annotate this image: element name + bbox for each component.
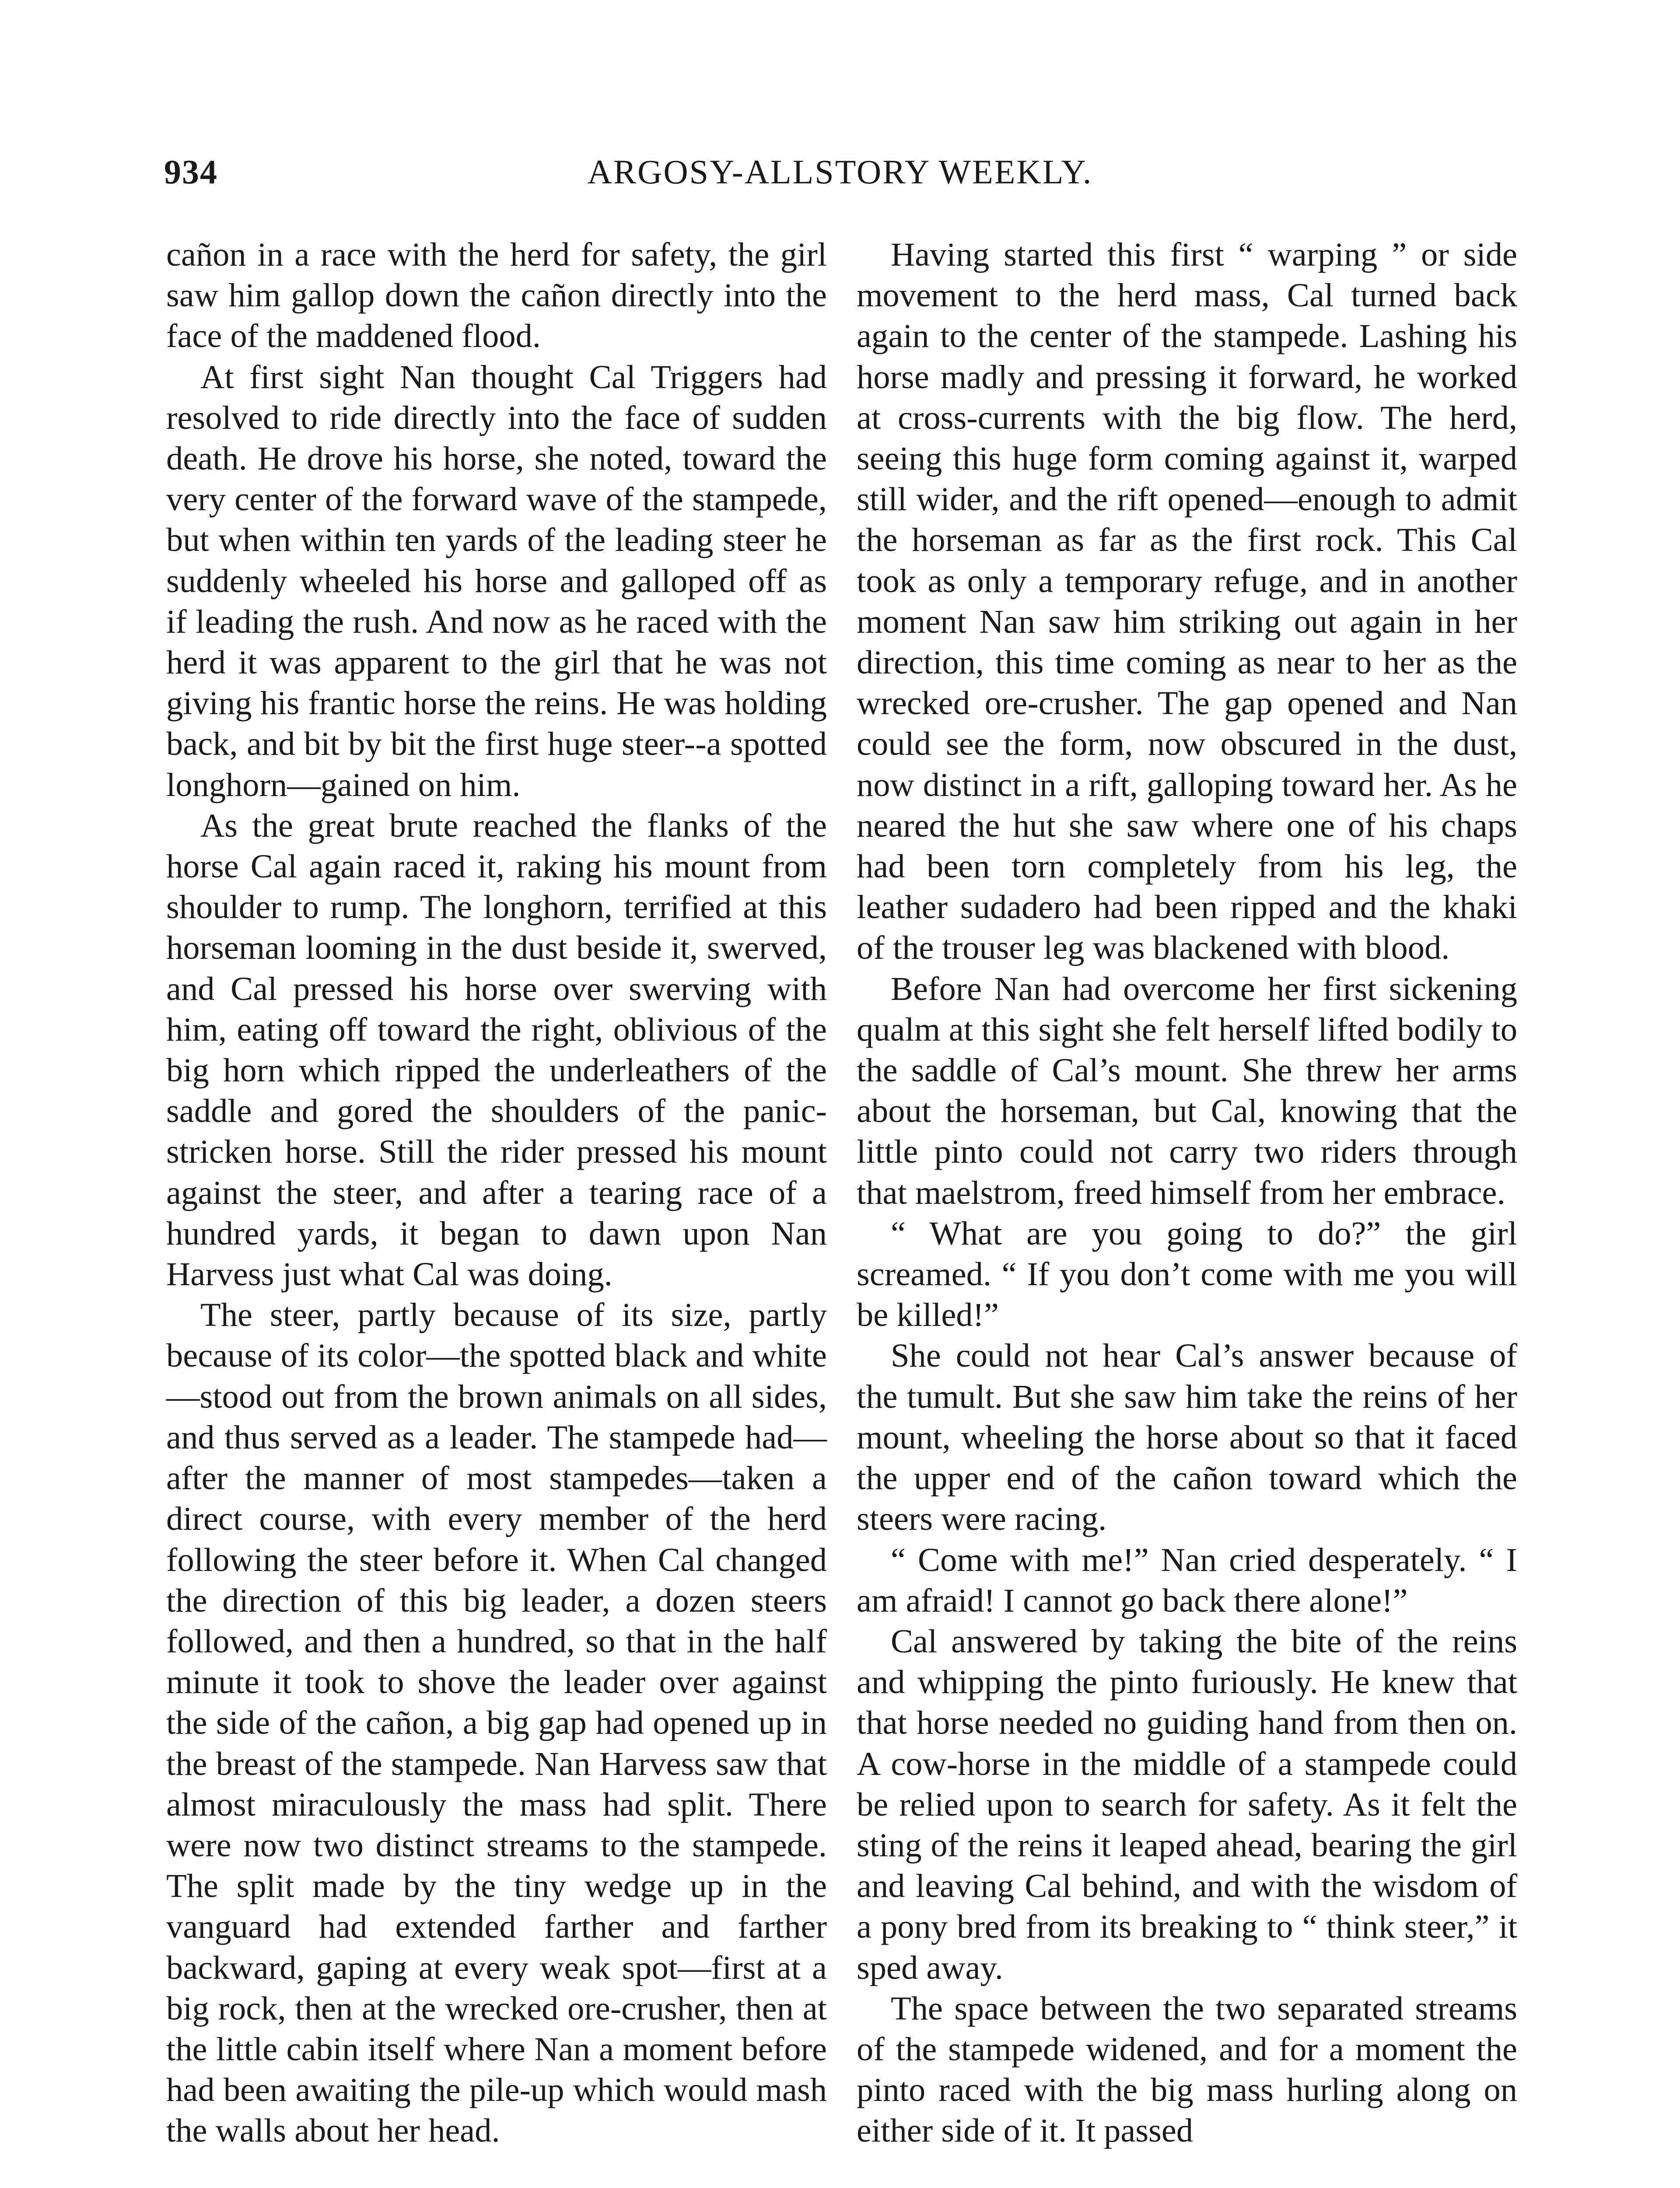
- paragraph: The steer, partly because of its size, partly because of its color—the spotted black and white—stood out from the brown animals on all sides, and thus served as a leader. The stampede had—after the manner of most stampedes—taken a direct course, with every member of the herd following the steer before it. When Cal changed the direction of this big leader, a dozen steers followed, and then a hundred, so that in the half minute it took to shove the leader over against the side of the cañon, a big gap had opened up in the breast of the stampede. Nan Harvess saw that almost miraculously the mass had split. There were now two distinct streams to the stampede. The split made by the tiny wedge up in the vanguard had extended farther and farther backward, gaping at every weak spot—first at a big rock, then at the wrecked ore-crusher, then at the little cabin itself where Nan a moment before had been awaiting the pile-up which would mash the walls about her head.: [166, 1296, 827, 2149]
- left-column: [166, 234, 827, 2151]
- right-column: [857, 234, 1517, 2151]
- page-number: 934: [164, 153, 218, 191]
- paragraph: The space between the two separated streams of the stampede widened, and for a moment the pinto raced with the big mass hurling along on either side of it. It passed: [857, 1989, 1517, 2149]
- paragraph: As the great brute reached the flanks of the horse Cal again raced it, raking his mount from shoulder to rump. The longhorn, terrified at this horseman looming in the dust beside it, swerved, and Cal pressed his horse over swerving with him, eating off toward the right, oblivious of the big horn which ripped the underleathers of the saddle and gored the shoulders of the panic-stricken horse. Still the rider pressed his mount against the steer, and after a tearing race of a hundred yards, it began to dawn upon Nan Harvess just what Cal was doing.: [166, 806, 827, 1293]
- paragraph: Having started this first “ warping ” or side movement to the herd mass, Cal turned back again to the center of the stampede. Lashing his horse madly and pressing it forward, he worked at cross-currents with the big flow. The herd, seeing this huge form coming against it, warped still wider, and the rift opened—enough to admit the horseman as far as the first rock. This Cal took as only a temporary refuge, and in another moment Nan saw him striking out again in her direction, this time coming as near to her as the wrecked ore-crusher. The gap opened and Nan could see the form, now obscured in the dust, now distinct in a rift, galloping toward her. As he neared the hut she saw where one of his chaps had been torn completely from his leg, the leather sudadero had been ripped and the khaki of the trouser leg was blackened with blood.: [857, 236, 1517, 967]
- paragraph: “ What are you going to do?” the girl screamed. “ If you don’t come with me you will be killed!”: [857, 1214, 1517, 1334]
- paragraph: Cal answered by taking the bite of the reins and whipping the pinto furiously. He knew that that horse needed no guiding hand from then on. A cow-horse in the middle of a stampede could be relied upon to search for safety. As it felt the sting of the reins it leaped ahead, bearing the girl and leaving Cal behind, and with the wisdom of a pony bred from its breaking to “ think steer,” it sped away.: [857, 1622, 1517, 1986]
- paragraph: Before Nan had overcome her first sickening qualm at this sight she felt herself lifted bodily to the saddle of Cal’s mount. She threw her arms about the horseman, but Cal, knowing that the little pinto could not carry two riders through that maelstrom, freed himself from her embrace.: [857, 970, 1517, 1211]
- paragraph: At first sight Nan thought Cal Triggers had resolved to ride directly into the face of sudden death. He drove his horse, she noted, toward the very center of the forward wave of the stampede, but when within ten yards of the leading steer he suddenly wheeled his horse and galloped off as if leading the rush. And now as he raced with the herd it was apparent to the girl that he was not giving his frantic horse the reins. He was holding back, and bit by bit the first huge steer--a spotted longhorn—gained on him.: [166, 358, 827, 803]
- running-head: ARGOSY-ALLSTORY WEEKLY.: [587, 153, 1093, 191]
- paragraph: cañon in a race with the herd for safety, the girl saw him gallop down the cañon directly into the face of the maddened flood.: [166, 236, 827, 355]
- paragraph: “ Come with me!” Nan cried desperately. “ I am afraid! I cannot go back there alone!”: [857, 1541, 1517, 1619]
- paragraph: She could not hear Cal’s answer because of the tumult. But she saw him take the reins of her mount, wheeling the horse about so that it faced the upper end of the cañon toward which the steers were racing.: [857, 1337, 1517, 1538]
- page-header: [164, 152, 1516, 200]
